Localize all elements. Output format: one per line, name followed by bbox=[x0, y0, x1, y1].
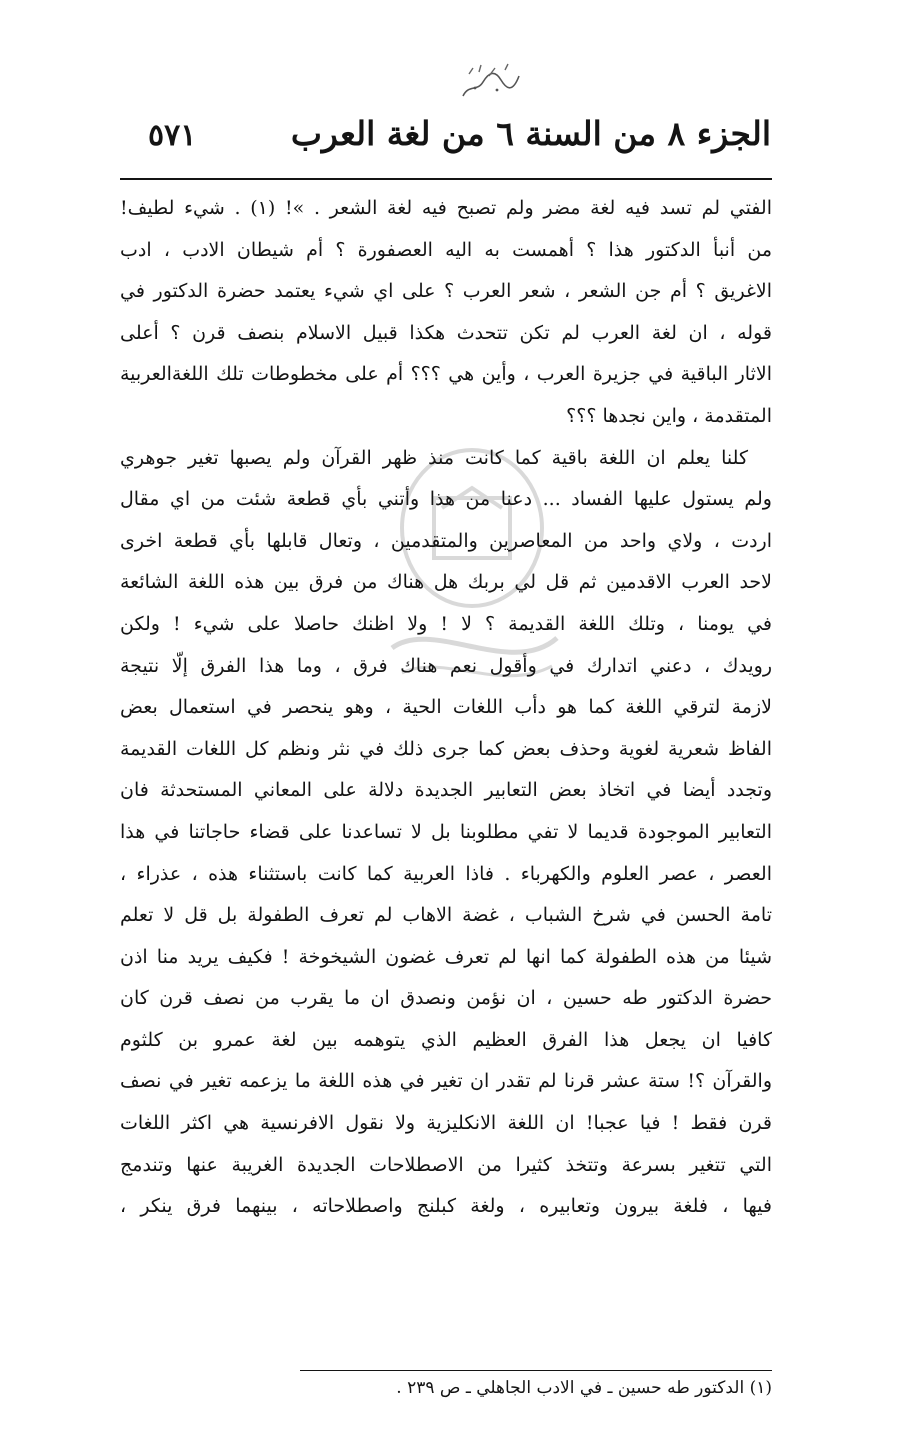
text-line: كافيا ان يجعل هذا الفرق العظيم الذي يتوهمه بين لغة عمرو بن كلثوم bbox=[120, 1028, 772, 1051]
text-line: التعابير الموجودة قديما لا تفي مطلوبنا بل لا تساعدنا على قضاء حاجاتنا في هذا bbox=[120, 820, 772, 843]
page-number: ٥٧١ bbox=[148, 118, 197, 153]
text-line: من أنبأ الدكتور هذا ؟ أهمست به اليه العصفورة ؟ أم شيطان الادب ، ادب bbox=[120, 238, 772, 261]
text-line: قرن فقط ! فيا عجبا! ان اللغة الانكليزية ولا نقول الافرنسية هي اكثر اللغات bbox=[120, 1112, 772, 1135]
text-line: اردت ، ولاي واحد من المعاصرين والمتقدمين ، وتعال قابلها بأي قطعة اخرى bbox=[120, 529, 772, 552]
text-line: الاثار الباقية في جزيرة العرب ، وأين هي ؟؟؟ أم على مخطوطات تلك اللغةالعربية bbox=[120, 363, 772, 386]
text-line: شيئا من هذه الطفولة كما انها لم تعرف غضون الشيخوخة ! فكيف يريد منا اذن bbox=[120, 945, 772, 968]
header-rule bbox=[120, 178, 772, 180]
text-line: والقرآن ؟! ستة عشر قرنا لم تقدر ان تغير في هذه اللغة ما يزعمه تغير في نصف bbox=[120, 1070, 772, 1093]
text-line: حضرة الدكتور طه حسين ، ان نؤمن ونصدق ان ما يقرب من نصف قرن كان bbox=[120, 987, 772, 1010]
page-header bbox=[148, 108, 771, 170]
text-line: الفتي لم تسد فيه لغة مضر ولم تصبح فيه لغة الشعر . »! (١) . شيء لطيف! bbox=[120, 197, 772, 219]
text-line: التي تتغير بسرعة وتتخذ كثيرا من الاصطلاحات الجديدة الغريبة عنها وتندمج bbox=[120, 1153, 772, 1176]
text-line: العصر ، عصر العلوم والكهرباء . فاذا العربية كما كانت باستثناء هذه ، عذراء ، bbox=[120, 862, 772, 885]
text-line: لاحد العرب الاقدمين ثم قل لي بربك هل هناك من فرق بين هذه اللغة الشائعة bbox=[120, 571, 772, 594]
text-line: وتجدد أيضا في اتخاذ بعض التعابير الجديدة دلالة على المعاني المستحدثة فان bbox=[120, 779, 772, 802]
text-line: الفاظ شعرية لغوية وحذف بعض كما جرى ذلك في نثر ونظم كل اللغات القديمة bbox=[120, 737, 772, 760]
text-line: تامة الحسن في شرخ الشباب ، غضة الاهاب لم تعرف الطفولة بل قل لا تعلم bbox=[120, 904, 772, 927]
text-line: كلنا يعلم ان اللغة باقية كما كانت منذ ظهر القرآن ولم يصبها تغير جوهري bbox=[120, 446, 748, 469]
text-line: ولم يستول عليها الفساد ... دعنا من هذا وأتني بأي قطعة شئت من اي مقال bbox=[120, 488, 772, 511]
footnote: (١) الدكتور طه حسين ـ في الادب الجاهلي ـ ص ٢٣٩ . bbox=[396, 1378, 772, 1398]
text-line: فيها ، فلغة بيرون وتعابيره ، ولغة كبلنج واصطلاحاته ، بينهما فرق ينكر ، bbox=[120, 1195, 772, 1218]
text-line: لازمة لترقي اللغة كما هو دأب اللغات الحية ، وهو ينحصر في استعمال بعض bbox=[120, 696, 772, 719]
body-text bbox=[120, 188, 772, 1228]
text-line: في يومنا ، وتلك اللغة القديمة ؟ لا ! ولا اظنك حاصلا على شيء ! ولكن bbox=[120, 612, 772, 635]
library-stamp-icon bbox=[455, 62, 525, 104]
text-line: المتقدمة ، واين نجدها ؟؟؟ bbox=[566, 404, 772, 427]
footnote-rule bbox=[300, 1370, 772, 1371]
running-title: الجزء ٨ من السنة ٦ من لغة العرب bbox=[290, 114, 771, 153]
text-line: رويدك ، دعني اتدارك في وأقول نعم هناك فرق ، وما هذا الفرق إلّا نتيجة bbox=[120, 654, 772, 677]
text-line: قوله ، ان لغة العرب لم تكن تتحدث هكذا قبيل الاسلام بنصف قرن ؟ أعلى bbox=[120, 321, 772, 344]
text-line: الاغريق ؟ أم جن الشعر ، شعر العرب ؟ على اي شيء يعتمد حضرة الدكتور في bbox=[120, 280, 772, 303]
